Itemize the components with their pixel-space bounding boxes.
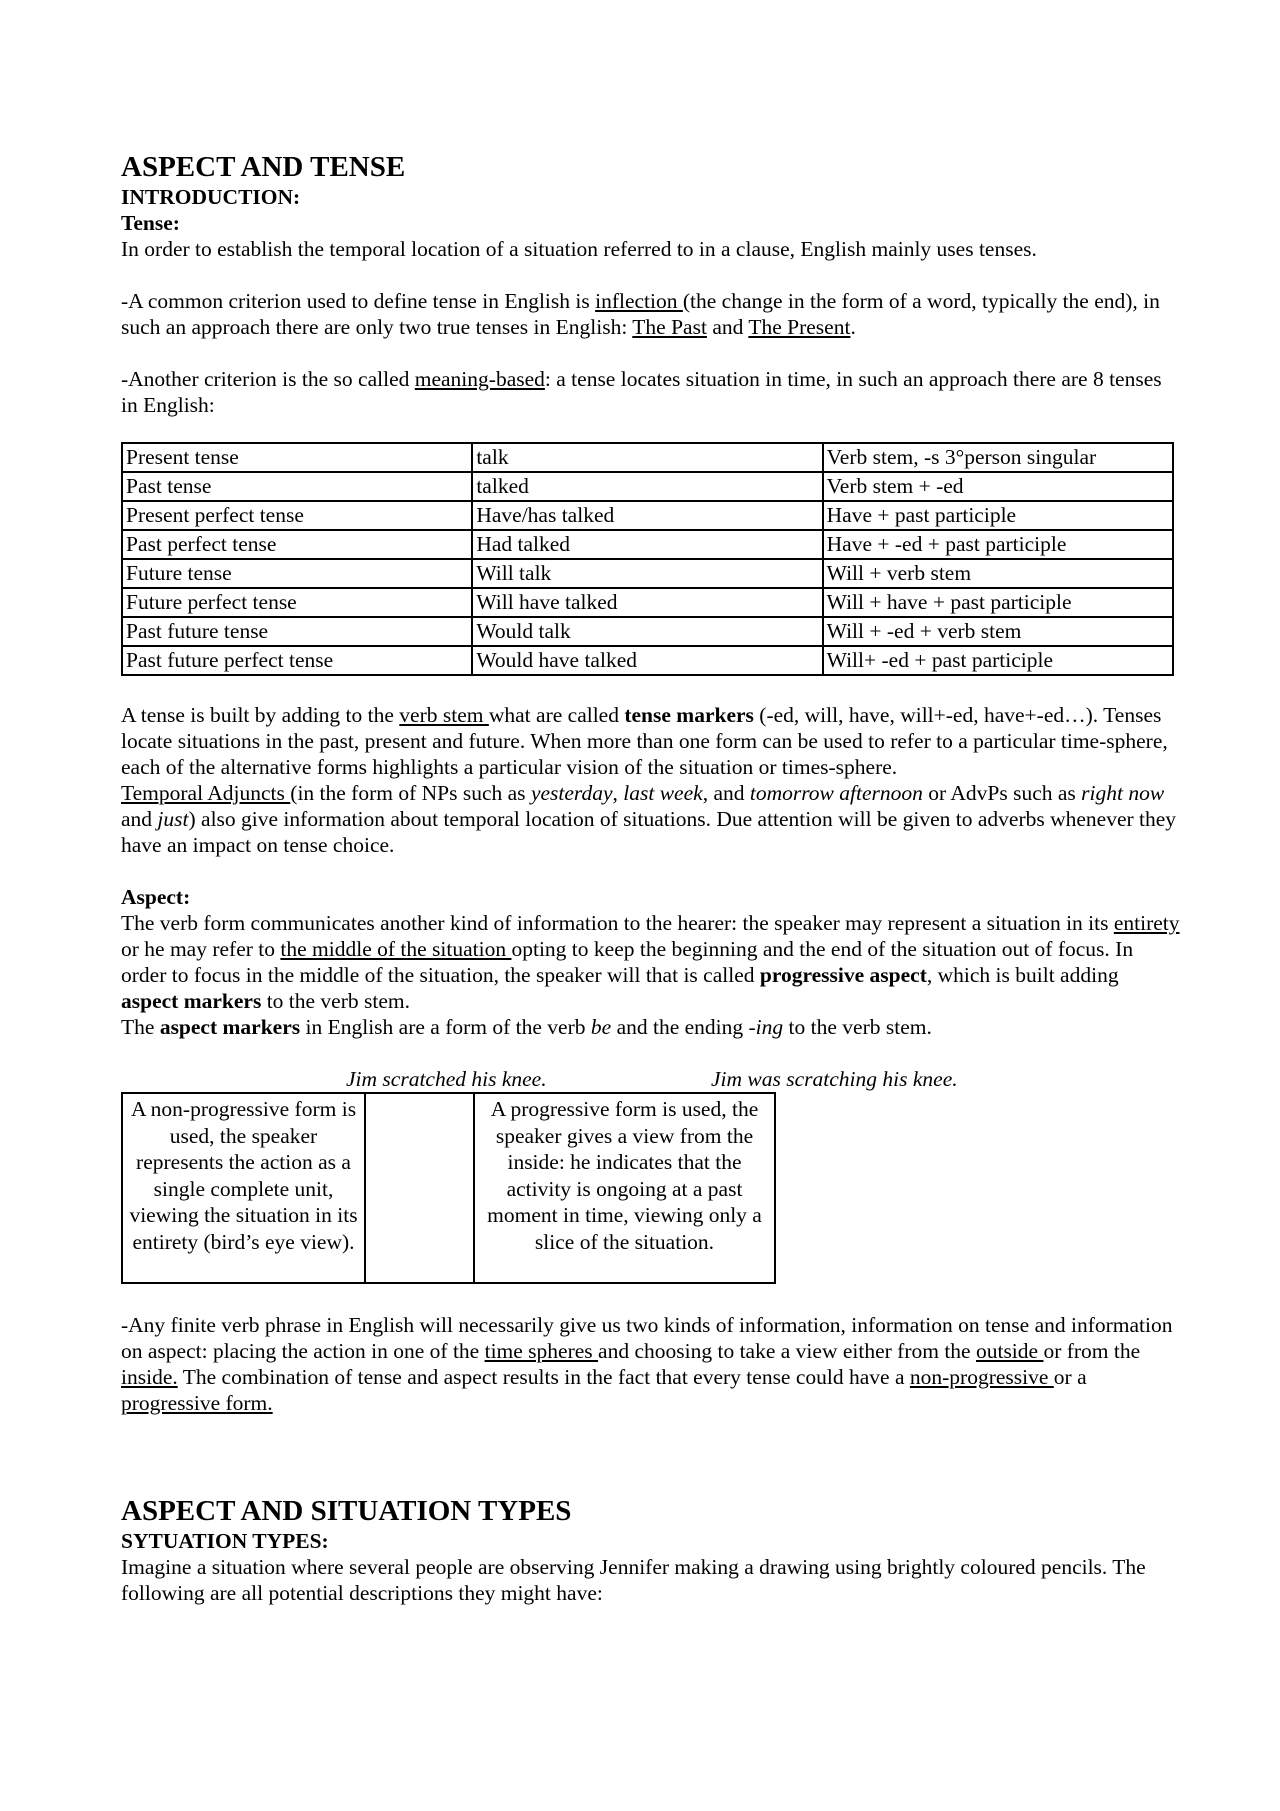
- aspect-heading: Aspect:: [121, 885, 191, 909]
- text-run: or AdvPs such as: [922, 781, 1082, 805]
- empty-cell: [365, 1093, 474, 1283]
- tense-heading: Tense:: [121, 211, 180, 235]
- tense-formation-cell: Will+ -ed + past participle: [823, 646, 1173, 675]
- aspect-paragraph-2: [121, 1014, 1181, 1040]
- tense-table: [121, 442, 1174, 676]
- aspect-paragraph-3: [121, 1312, 1181, 1416]
- tense-name-cell: Present tense: [122, 443, 472, 472]
- situation-types-heading: SYTUATION TYPES:: [121, 1529, 329, 1553]
- term-progressive-aspect: progressive aspect: [759, 963, 927, 987]
- term-entirety: entirety: [1113, 911, 1180, 935]
- tense-paragraph-1: In order to establish the temporal location of a situation referred to in a clause, English mainly uses tenses.: [121, 237, 1037, 261]
- tense-formation-cell: Will + -ed + verb stem: [823, 617, 1173, 646]
- term-time-spheres: time spheres: [484, 1339, 599, 1363]
- text-run: -Any finite verb phrase in English will necessarily give us two kinds of information, information on tense and information on aspect: placing the action in one of the: [121, 1313, 1173, 1363]
- term-inflection: inflection: [595, 289, 683, 313]
- text-run: what are called: [488, 703, 625, 727]
- term-tense-markers: tense markers: [624, 703, 754, 727]
- term-meaning-based: meaning-based: [414, 367, 545, 391]
- text-run: (in the form of NPs such as: [290, 781, 531, 805]
- tense-paragraph-5: [121, 780, 1181, 858]
- table-row: [122, 559, 1173, 588]
- example-tomorrow-afternoon: tomorrow afternoon: [749, 781, 923, 805]
- aspect-paragraph-1: [121, 910, 1181, 1014]
- tense-name-cell: Past future tense: [122, 617, 472, 646]
- text-run: ) also give information about temporal location of situations. Due attention will be given to adverbs whenever they have an impact on tense choice.: [121, 807, 1177, 857]
- tense-paragraph-4: [121, 702, 1181, 780]
- text-run: to the verb stem.: [783, 1015, 932, 1039]
- table-row: [122, 530, 1173, 559]
- tense-example-cell: Would have talked: [472, 646, 822, 675]
- text-run: : a tense locates situation in time, in such an approach there are 8 tenses in English:: [121, 367, 1162, 417]
- text-run: and the ending: [611, 1015, 749, 1039]
- term-ing: -ing: [748, 1015, 784, 1039]
- tense-formation-cell: Will + have + past participle: [823, 588, 1173, 617]
- term-middle-of-situation: the middle of the situation: [280, 937, 512, 961]
- text-run: -Another criterion is the so called: [121, 367, 415, 391]
- document-page: [121, 150, 1181, 1606]
- table-row: [122, 472, 1173, 501]
- tense-formation-cell: Verb stem + -ed: [823, 472, 1173, 501]
- section-title-aspect-and-tense: ASPECT AND TENSE: [121, 151, 406, 183]
- tense-formation-cell: Will + verb stem: [823, 559, 1173, 588]
- text-run: The: [121, 1015, 160, 1039]
- text-run: or from the: [1043, 1339, 1141, 1363]
- text-run: or a: [1053, 1365, 1087, 1389]
- tense-name-cell: Past tense: [122, 472, 472, 501]
- tense-example-cell: Will have talked: [472, 588, 822, 617]
- text-run: The verb form communicates another kind of information to the hearer: the speaker may represent a situation in its: [121, 911, 1114, 935]
- example-yesterday: yesterday: [530, 781, 613, 805]
- term-the-past: The Past: [632, 315, 707, 339]
- tense-example-cell: Will talk: [472, 559, 822, 588]
- text-run: .: [850, 315, 856, 339]
- tense-name-cell: Past perfect tense: [122, 530, 472, 559]
- tense-paragraph-3: [121, 366, 1181, 418]
- tense-formation-cell: Have + past participle: [823, 501, 1173, 530]
- example-non-progressive: Jim scratched his knee.: [346, 1067, 547, 1091]
- example-just: just: [157, 807, 189, 831]
- term-non-progressive: non-progressive: [909, 1365, 1054, 1389]
- term-aspect-markers: aspect markers: [159, 1015, 301, 1039]
- aspect-comparison-table: [121, 1092, 776, 1284]
- term-verb-stem: verb stem: [399, 703, 489, 727]
- example-right-now: right now: [1081, 781, 1165, 805]
- table-row: [122, 501, 1173, 530]
- table-row: [122, 617, 1173, 646]
- aspect-examples: [121, 1066, 1181, 1092]
- term-aspect-markers: aspect markers: [121, 989, 262, 1013]
- table-row: [122, 588, 1173, 617]
- tense-name-cell: Past future perfect tense: [122, 646, 472, 675]
- text-run: and: [706, 315, 749, 339]
- text-run: and choosing to take a view either from the: [598, 1339, 976, 1363]
- term-progressive-form: progressive form.: [121, 1391, 273, 1415]
- text-run: -A common criterion used to define tense in English is: [121, 289, 596, 313]
- text-run: (the change in the form of a word, typically the end), in such an approach there are only two true tenses in English:: [121, 289, 1160, 339]
- term-temporal-adjuncts: Temporal Adjuncts: [121, 781, 291, 805]
- section-title-situation-types: ASPECT AND SITUATION TYPES: [121, 1495, 572, 1527]
- tense-example-cell: talked: [472, 472, 822, 501]
- text-run: (-ed, will, have, will+-ed, have+-ed…). Tenses locate situations in the past, present and future. When more than one form can be used to refer to a particular time-sphere, each of the alternative forms highlights a particular vision of the situation or times-sphere.: [121, 703, 1168, 779]
- example-progressive: Jim was scratching his knee.: [711, 1067, 958, 1091]
- tense-paragraph-2: [121, 288, 1181, 340]
- tense-example-cell: Had talked: [472, 530, 822, 559]
- tense-formation-cell: Have + -ed + past participle: [823, 530, 1173, 559]
- text-run: and: [121, 807, 158, 831]
- tense-name-cell: Present perfect tense: [122, 501, 472, 530]
- text-run: ,: [612, 781, 624, 805]
- table-row: [122, 443, 1173, 472]
- tense-example-cell: talk: [472, 443, 822, 472]
- tense-example-cell: Would talk: [472, 617, 822, 646]
- situation-paragraph-1: Imagine a situation where several people are observing Jennifer making a drawing using brightly coloured pencils. The following are all potential descriptions they might have:: [121, 1555, 1146, 1605]
- table-row: [122, 646, 1173, 675]
- term-the-present: The Present: [748, 315, 851, 339]
- example-last-week: last week: [623, 781, 703, 805]
- tense-name-cell: Future tense: [122, 559, 472, 588]
- non-progressive-description: A non-progressive form is used, the speaker represents the action as a single complete unit, viewing the situation in its entirety (bird’s eye view).: [122, 1093, 365, 1283]
- progressive-description: A progressive form is used, the speaker gives a view from the inside: he indicates that the activity is ongoing at a past moment in time, viewing only a slice of the situation.: [474, 1093, 775, 1283]
- tense-formation-cell: Verb stem, -s 3°person singular: [823, 443, 1173, 472]
- text-run: in English are a form of the verb: [300, 1015, 591, 1039]
- text-run: , which is built adding: [926, 963, 1119, 987]
- introduction-heading: INTRODUCTION:: [121, 185, 301, 209]
- text-run: or he may refer to: [121, 937, 281, 961]
- term-outside: outside: [975, 1339, 1044, 1363]
- term-be: be: [590, 1015, 612, 1039]
- text-run: A tense is built by adding to the: [121, 703, 400, 727]
- text-run: to the verb stem.: [261, 989, 410, 1013]
- tense-example-cell: Have/has talked: [472, 501, 822, 530]
- term-inside: inside.: [121, 1365, 178, 1389]
- text-run: , and: [702, 781, 750, 805]
- text-run: The combination of tense and aspect results in the fact that every tense could have a: [177, 1365, 910, 1389]
- tense-name-cell: Future perfect tense: [122, 588, 472, 617]
- text-run: opting to keep the beginning and the end of the situation out of focus. In order to focus in the middle of the situation, the speaker will that is called: [121, 937, 1134, 987]
